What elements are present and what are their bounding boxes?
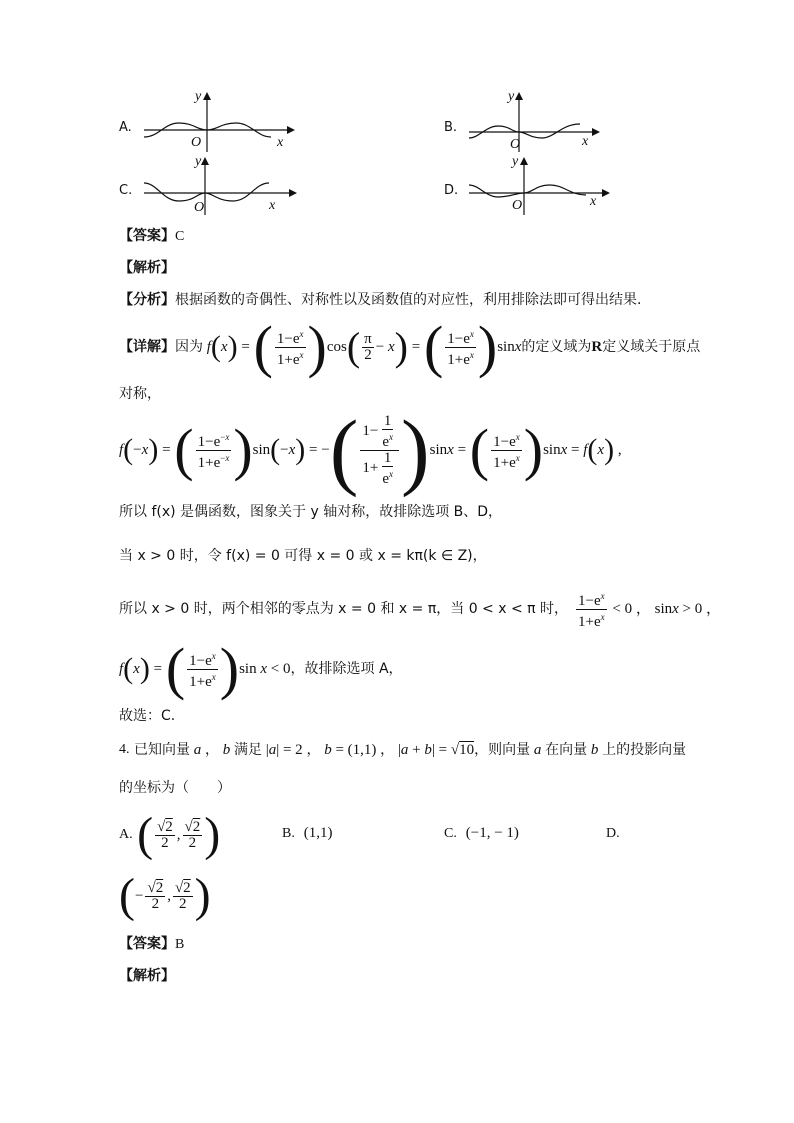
symmetric-line: 对称， — [119, 386, 161, 402]
q4-option-d[interactable]: D. — [606, 826, 620, 841]
analysis-heading: 【解析】 — [119, 260, 175, 276]
svg-text:y: y — [195, 90, 202, 104]
graph-option-d — [444, 155, 624, 215]
option-a-label: A. — [119, 120, 132, 135]
zeros-line: 所以 x > 0 时，两个相邻的零点为 x = 0 和 x = π，当 0 < x < π 时， $\frac{1-e^x}{1+e^x}$ < 0 ， sin x > 0 ， — [119, 590, 722, 630]
svg-text:y: y — [512, 155, 519, 169]
answer-4: 【答案】B — [119, 936, 185, 952]
svg-text:x: x — [277, 135, 284, 150]
graph-a — [139, 90, 309, 152]
formula-zeros-sign: $\frac{1-e^x}{1+e^x}$ < 0 ， sin x > 0 ， — [578, 590, 722, 630]
choose-line: 故选：C. — [119, 708, 176, 724]
svg-text:O: O — [512, 198, 523, 213]
svg-text:O: O — [194, 200, 205, 215]
svg-text:O: O — [510, 137, 521, 152]
zeros-when-line: 当 x > 0 时，令 f(x) = 0 可得 x = 0 或 x = kπ(k ∈ Z)， — [119, 548, 487, 564]
graph-d — [464, 155, 634, 217]
option-c-label: C. — [119, 183, 133, 198]
formula-final-ineq: f ( x ) = ( $\frac{1-e^x}{1+e^x}$ ) sin x < 0 — [119, 636, 291, 701]
xiangjie-line: 【详解】 因为 f ( x ) = ( $\frac{1-e^x}{1+e^x}$ ) cos ( $\frac{\pi}{2}$ − x ) = ( $\frac{1-e^x}{1+e^x}$ ) sin x 的定义域为 R 定义域关于原点 — [119, 314, 701, 379]
q4-option-a[interactable]: A. ( $\frac{√2}{2}$ , $\frac{√2}{2}$ ) — [119, 808, 221, 861]
svg-text:x: x — [582, 134, 589, 149]
q4-option-c[interactable]: C. (−1, − 1) — [444, 825, 519, 841]
graph-option-c — [119, 155, 299, 215]
q4-option-d-value[interactable]: ( − $\frac{√2}{2}$ , $\frac{√2}{2}$ ) — [119, 869, 211, 922]
q4-option-b[interactable]: B. (1,1) — [282, 825, 333, 841]
even-function-line: 所以 f(x) 是偶函数，图象关于 y 轴对称，故排除选项 B、D， — [119, 504, 503, 520]
answer-3: 【答案】C — [119, 228, 185, 244]
q4-stem-line1: 4. 已知向量 a ， b 满足 |a| = 2 ， b = (1,1) ， |a + b| = √10 ，则向量 a 在向量 b 上的投影向量 — [119, 742, 687, 758]
svg-text:y: y — [195, 155, 202, 169]
graph-option-b — [444, 90, 624, 150]
svg-text:y: y — [508, 90, 515, 104]
formula-fx-def: f ( x ) = ( $\frac{1-e^x}{1+e^x}$ ) cos ( $\frac{\pi}{2}$ − x ) = ( $\frac{1-e^x}{1+e^x}$ ) sin x — [203, 314, 522, 379]
option-b-label: B. — [444, 120, 458, 135]
graph-option-a — [119, 90, 299, 150]
fenxi-line: 【分析】根据函数的奇偶性、对称性以及函数值的对应性，利用排除法即可得出结果. — [119, 292, 642, 308]
svg-text:O: O — [191, 135, 202, 150]
final-inequality-line: f ( x ) = ( $\frac{1-e^x}{1+e^x}$ ) sin x < 0 ，故排除选项 A， — [119, 636, 403, 701]
option-d-label: D. — [444, 183, 459, 198]
formula-f-neg-x: f ( − x ) = ( $\frac{1-e^{-x}}{1+e^{-x}}$ ) sin ( − x ) = − ( 1− $\frac{1}{e^x}$ 1+ $\frac{1}{e^x}$ ) sin x = ( $\frac{1-e^x}{1+e^x}$ ) sin x = f ( x ) , — [119, 402, 622, 498]
graph-b — [464, 90, 634, 152]
q4-stem-line2: 的坐标为（ ） — [119, 780, 231, 796]
svg-text:x: x — [269, 198, 276, 213]
svg-text:x: x — [590, 194, 597, 209]
graph-c — [139, 155, 309, 217]
analysis-heading-2: 【解析】 — [119, 968, 175, 984]
